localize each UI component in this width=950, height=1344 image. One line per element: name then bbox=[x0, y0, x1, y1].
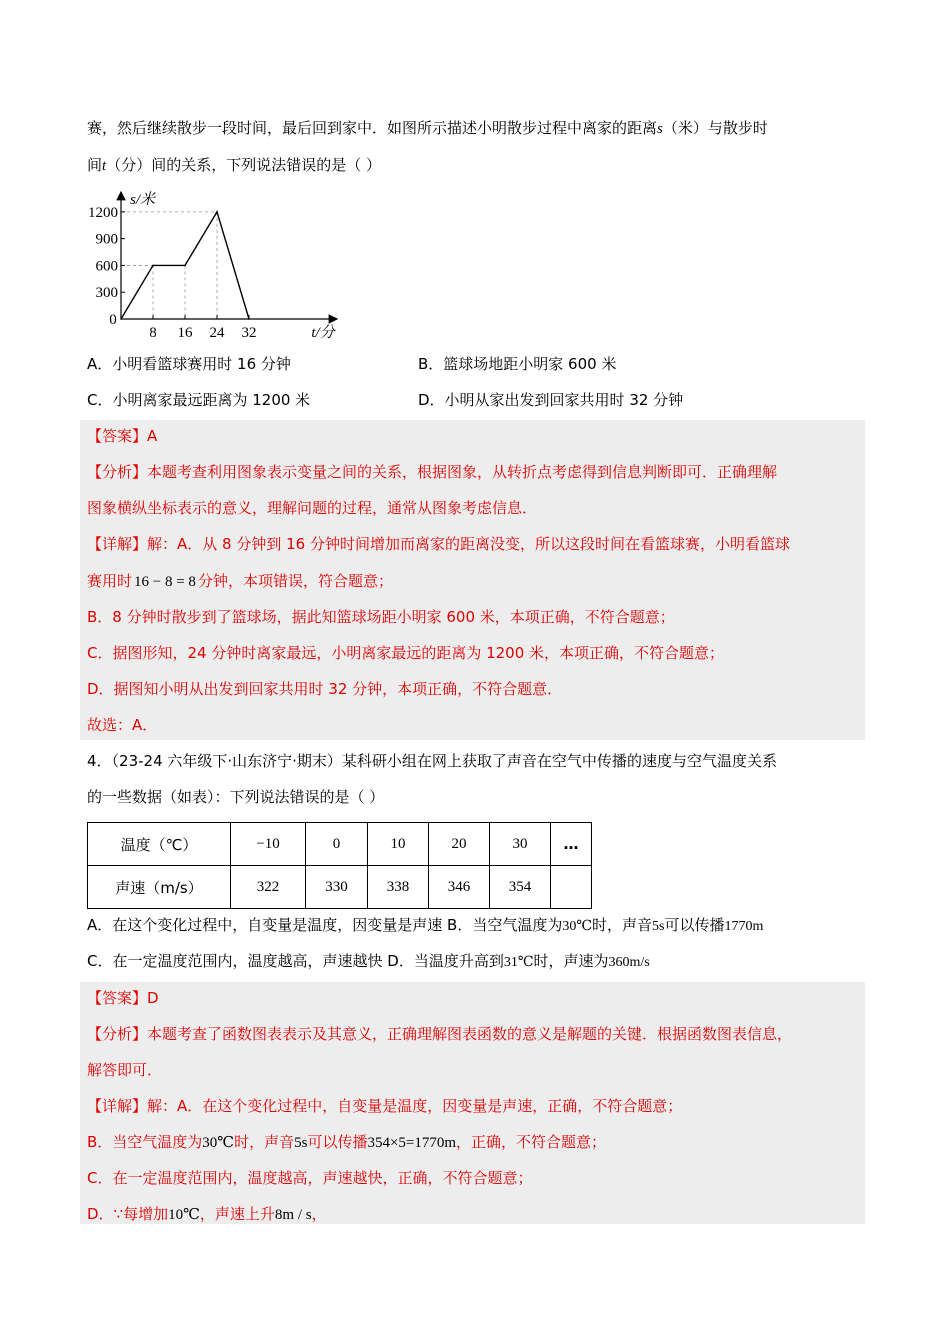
table-cell: … bbox=[551, 823, 592, 866]
x-tick-label: 16 bbox=[177, 325, 193, 341]
q3-option-c: C．小明离家最远距离为 1200 米 bbox=[87, 391, 311, 409]
y-tick-label: 1200 bbox=[88, 204, 118, 221]
q3-detail-line4: C．据图形知，24 分钟时离家最远，小明离家最远的距离为 1200 米，本项正确，不符合题意； bbox=[87, 644, 725, 662]
x-axis-label: t/分 bbox=[311, 325, 335, 341]
table-cell: 330 bbox=[306, 866, 368, 909]
q3-detail-line2: 赛用时 16 − 8 = 8 分钟，本项错误，符合题意； bbox=[87, 572, 393, 590]
q3-detail-line3: B．8 分钟时散步到了篮球场，据此知篮球场距小明家 600 米，本项正确，不符合题意； bbox=[87, 608, 675, 626]
q3-detail-line5: D．据图知小明从出发到回家共用时 32 分钟，本项正确，不符合题意． bbox=[87, 680, 563, 698]
q3-stem-line2: 间t（分）间的关系，下列说法错误的是（ ） bbox=[87, 156, 381, 174]
table-cell: 30 bbox=[490, 823, 551, 866]
q4-detail-line1: 【详解】解：A．在这个变化过程中，自变量是温度，因变量是声速，正确，不符合题意； bbox=[87, 1097, 683, 1115]
x-tick-label: 8 bbox=[149, 325, 157, 341]
data-point bbox=[216, 211, 218, 213]
table-cell: 338 bbox=[368, 866, 429, 909]
sound-speed-table bbox=[87, 822, 592, 909]
table-cell: 354 bbox=[490, 866, 551, 909]
y-tick-label: 300 bbox=[95, 285, 118, 302]
table-cell: 0 bbox=[306, 823, 368, 866]
q4-detail-line4: D．∵每增加10℃，声速上升8m / s， bbox=[87, 1205, 327, 1223]
data-point bbox=[184, 265, 186, 267]
table-cell: 322 bbox=[231, 866, 306, 909]
origin-label: 0 bbox=[109, 312, 117, 328]
distance-time-chart bbox=[88, 188, 340, 343]
q4-option-ab: A．在这个变化过程中，自变量是温度，因变量是声速 B．当空气温度为30℃时，声音5s可以传播1770m bbox=[87, 916, 764, 934]
q3-conclusion: 故选：A． bbox=[87, 716, 158, 734]
q4-answer: 【答案】D bbox=[87, 989, 159, 1007]
q3-option-a: A．小明看篮球赛用时 16 分钟 bbox=[87, 355, 291, 373]
q4-analysis-line1: 【分析】本题考查了函数图表表示及其意义，正确理解图表函数的意义是解题的关键．根据函数图表信息， bbox=[87, 1025, 793, 1043]
y-tick-label: 600 bbox=[95, 258, 118, 275]
x-tick-label: 32 bbox=[241, 325, 257, 341]
q3-detail-line1: 【详解】解：A．从 8 分钟到 16 分钟时间增加而离家的距离没变，所以这段时间在看篮球赛，小明看篮球 bbox=[87, 535, 790, 553]
q4-detail-line3: C．在一定温度范围内，温度越高，声速越快，正确，不符合题意； bbox=[87, 1169, 533, 1187]
q4-analysis-line2: 解答即可． bbox=[87, 1061, 163, 1079]
x-tick-label: 24 bbox=[209, 325, 225, 341]
data-point bbox=[248, 318, 250, 320]
data-point bbox=[120, 318, 122, 320]
q3-stem-line1: 赛，然后继续散步一段时间，最后回到家中．如图所示描述小明散步过程中离家的距离s（米）与散步时 bbox=[87, 119, 768, 137]
table-cell bbox=[551, 866, 592, 909]
q3-option-d: D．小明从家出发到回家共用时 32 分钟 bbox=[418, 391, 684, 409]
table-cell: 346 bbox=[429, 866, 490, 909]
q4-option-cd: C．在一定温度范围内，温度越高，声速越快 D．当温度升高到31℃时，声速为360m/s bbox=[87, 952, 650, 970]
table-row-temperature bbox=[88, 823, 592, 866]
table-cell: −10 bbox=[231, 823, 306, 866]
q3-analysis-line1: 【分析】本题考查利用图象表示变量之间的关系，根据图象，从转折点考虑得到信息判断即可．正确理解 bbox=[87, 463, 778, 481]
y-axis-label: s/米 bbox=[130, 192, 156, 208]
q4-detail-line2: B．当空气温度为30℃时，声音5s可以传播354×5=1770m，正确，不符合题意； bbox=[87, 1133, 607, 1151]
q3-answer: 【答案】A bbox=[87, 427, 158, 445]
y-tick-label: 900 bbox=[95, 231, 118, 248]
table-cell: 10 bbox=[368, 823, 429, 866]
table-row-speed bbox=[88, 866, 592, 909]
q4-stem-line1: 4．（23-24 六年级下·山东济宁·期末）某科研小组在网上获取了声音在空气中传播的速度与空气温度关系 bbox=[87, 752, 777, 770]
table-header-temperature: 温度（℃） bbox=[88, 823, 231, 866]
q4-stem-line2: 的一些数据（如表）：下列说法错误的是（ ） bbox=[87, 788, 385, 806]
data-point bbox=[152, 265, 154, 267]
q3-analysis-line2: 图象横纵坐标表示的意义，理解问题的过程，通常从图象考虑信息． bbox=[87, 499, 538, 517]
table-header-speed: 声速（m/s） bbox=[88, 866, 231, 909]
q3-option-b: B．篮球场地距小明家 600 米 bbox=[418, 355, 617, 373]
table-cell: 20 bbox=[429, 823, 490, 866]
